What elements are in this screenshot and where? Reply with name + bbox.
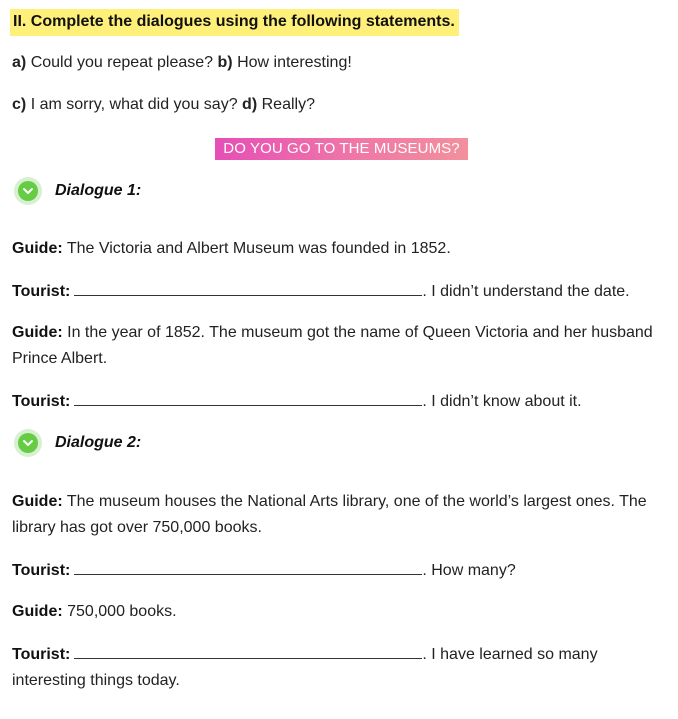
- line-text: . How many?: [422, 562, 516, 579]
- option-text: I am sorry, what did you say?: [30, 96, 238, 113]
- speaker-label: Tourist:: [12, 562, 71, 579]
- option-letter: c): [12, 96, 27, 113]
- dialogue-line: [12, 236, 451, 262]
- line-text: . I didn’t know about it.: [422, 393, 582, 410]
- options-row-2: [12, 96, 315, 114]
- dialogue-1-title: Dialogue 1:: [55, 182, 142, 199]
- dialogue-line: [12, 320, 662, 372]
- dialogue-line: [12, 388, 582, 415]
- chevron-down-icon[interactable]: [14, 177, 42, 205]
- answer-blank[interactable]: [74, 388, 422, 406]
- line-text: 750,000 books.: [67, 603, 177, 620]
- speaker-label: Tourist:: [12, 283, 71, 300]
- dialogue-line: [12, 489, 662, 541]
- line-text: In the year of 1852. The museum got the name of Queen Victoria and her husband Prince Albert.: [12, 324, 653, 367]
- line-text: . I didn’t understand the date.: [422, 283, 630, 300]
- answer-blank[interactable]: [74, 278, 422, 296]
- speaker-label: Guide:: [12, 603, 63, 620]
- speaker-label: Guide:: [12, 240, 63, 257]
- speaker-label: Tourist:: [12, 393, 71, 410]
- dialogue-2-title: Dialogue 2:: [55, 434, 142, 451]
- line-text: . I have learned so many interesting things today.: [12, 646, 598, 689]
- banner-container: [0, 138, 678, 160]
- dialogue-1-header[interactable]: [14, 177, 141, 205]
- exercise-heading: II. Complete the dialogues using the following statements.: [10, 9, 459, 36]
- option-text: How interesting!: [237, 54, 352, 71]
- dialogue-line: [12, 557, 516, 584]
- topic-banner: DO YOU GO TO THE MUSEUMS?: [215, 138, 467, 160]
- options-row-1: [12, 54, 352, 72]
- dialogue-line: [12, 641, 662, 694]
- option-text: Could you repeat please?: [30, 54, 214, 71]
- line-text: The museum houses the National Arts library, one of the world’s largest ones. The library has got over 750,000 books.: [12, 493, 647, 536]
- speaker-label: Tourist:: [12, 646, 71, 663]
- dialogue-line: [12, 599, 177, 625]
- option-text: Really?: [261, 96, 315, 113]
- speaker-label: Guide:: [12, 493, 63, 510]
- line-text: The Victoria and Albert Museum was founded in 1852.: [66, 240, 451, 257]
- speaker-label: Guide:: [12, 324, 63, 341]
- answer-blank[interactable]: [74, 641, 422, 659]
- option-letter: b): [217, 54, 233, 71]
- answer-blank[interactable]: [74, 557, 422, 575]
- dialogue-line: [12, 278, 630, 305]
- option-letter: a): [12, 54, 27, 71]
- chevron-down-icon[interactable]: [14, 429, 42, 457]
- dialogue-2-header[interactable]: [14, 429, 141, 457]
- option-letter: d): [242, 96, 258, 113]
